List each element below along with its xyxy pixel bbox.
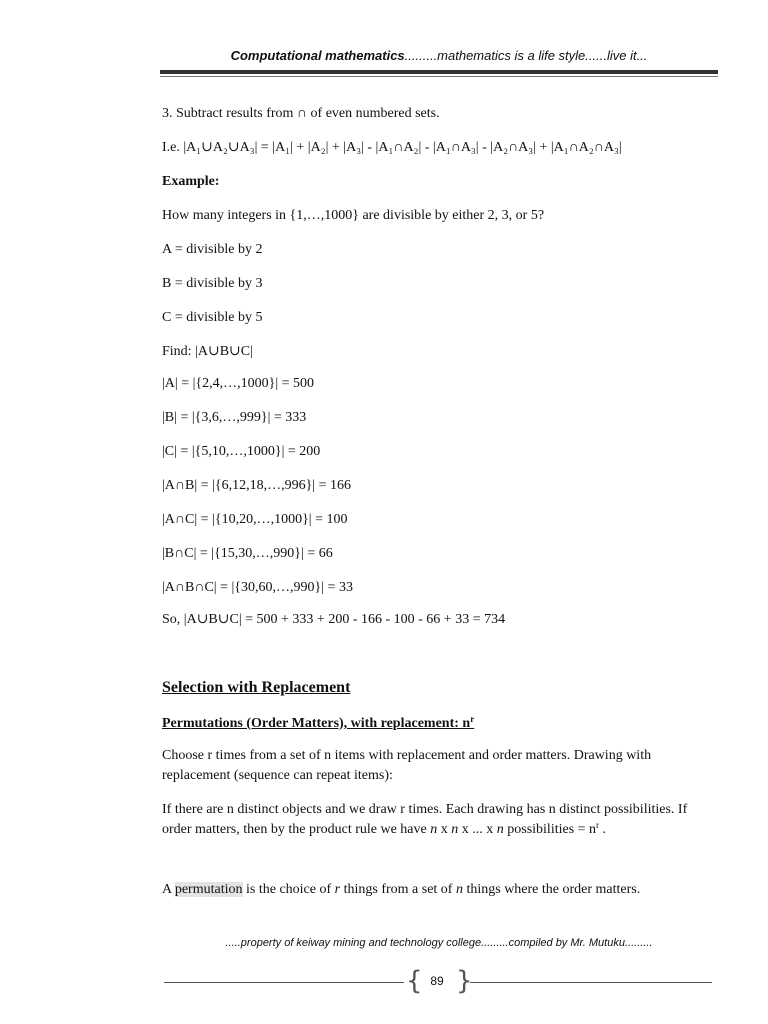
cardinality-a-b-c: |A∩B∩C| = |{30,60,…,990}| = 33 [162, 580, 353, 595]
paragraph-product-rule: If there are n distinct objects and we draw r times. Each drawing has n distinct possibilities. If order matters, then by the product rule we have n x n x ... x n possibilities = $n^r$ . [162, 802, 688, 837]
right-brace-icon: } [456, 966, 473, 996]
step-3-text: 3. Subtract results from ∩ of even numbered sets. [162, 106, 440, 121]
left-brace-icon: { [406, 966, 423, 996]
footer-rule-left [164, 982, 404, 983]
paragraph-permutation-definition: A permutation is the choice of r things from a set of n things where the order matters. [162, 882, 641, 897]
highlighted-term: permutation [174, 882, 243, 897]
cardinality-a: |A| = |{2,4,…,1000}| = 500 [162, 376, 315, 391]
header-title: Computational mathematics [230, 48, 405, 63]
definition-b: B = divisible by 3 [162, 276, 263, 291]
section-heading: Selection with Replacement [162, 679, 351, 696]
header-rule-thin [160, 76, 718, 77]
page-footer: .....property of keiway mining and technology college.........compiled by Mr. Mutuku......... [225, 937, 653, 949]
subsection-heading-text: Permutations (Order Matters), with replacement: n [162, 716, 471, 731]
find-statement: Find: |A∪B∪C| [162, 344, 253, 359]
conclusion: So, |A∪B∪C| = 500 + 333 + 200 - 166 - 100 - 66 + 33 = 734 [162, 612, 506, 627]
example-label: Example: [162, 174, 220, 189]
page-header [160, 48, 718, 63]
cardinality-a-and-b: |A∩B| = |{6,12,18,…,996}| = 166 [162, 478, 351, 493]
paragraph-choose: Choose r times from a set of n items with replacement and order matters. Drawing with replacement (sequence can repeat items): [162, 748, 652, 783]
footer-rule-right [470, 982, 712, 983]
header-rule [160, 70, 718, 74]
header-tagline: .........mathematics is a life style......live it... [404, 48, 648, 63]
inclusion-exclusion-formula: I.e. |A₁∪A₂∪A₃| = |A₁| + |A₂| + |A₃| - |A₁∩A₂| - |A₁∩A₃| - |A₂∩A₃| + |A₁∩A₂∩A₃| [162, 140, 622, 155]
cardinality-b-and-c: |B∩C| = |{15,30,…,990}| = 66 [162, 546, 333, 561]
subsection-heading-exponent: r [470, 714, 475, 724]
power-exponent: r [596, 820, 600, 830]
cardinality-c: |C| = |{5,10,…,1000}| = 200 [162, 444, 321, 459]
example-question: How many integers in {1,…,1000} are divisible by either 2, 3, or 5? [162, 208, 545, 223]
definition-a: A = divisible by 2 [162, 242, 263, 257]
page-number: 89 [430, 974, 444, 988]
cardinality-b: |B| = |{3,6,…,999}| = 333 [162, 410, 307, 425]
subsection-heading [162, 714, 474, 734]
cardinality-a-and-c: |A∩C| = |{10,20,…,1000}| = 100 [162, 512, 348, 527]
definition-c: C = divisible by 5 [162, 310, 263, 325]
